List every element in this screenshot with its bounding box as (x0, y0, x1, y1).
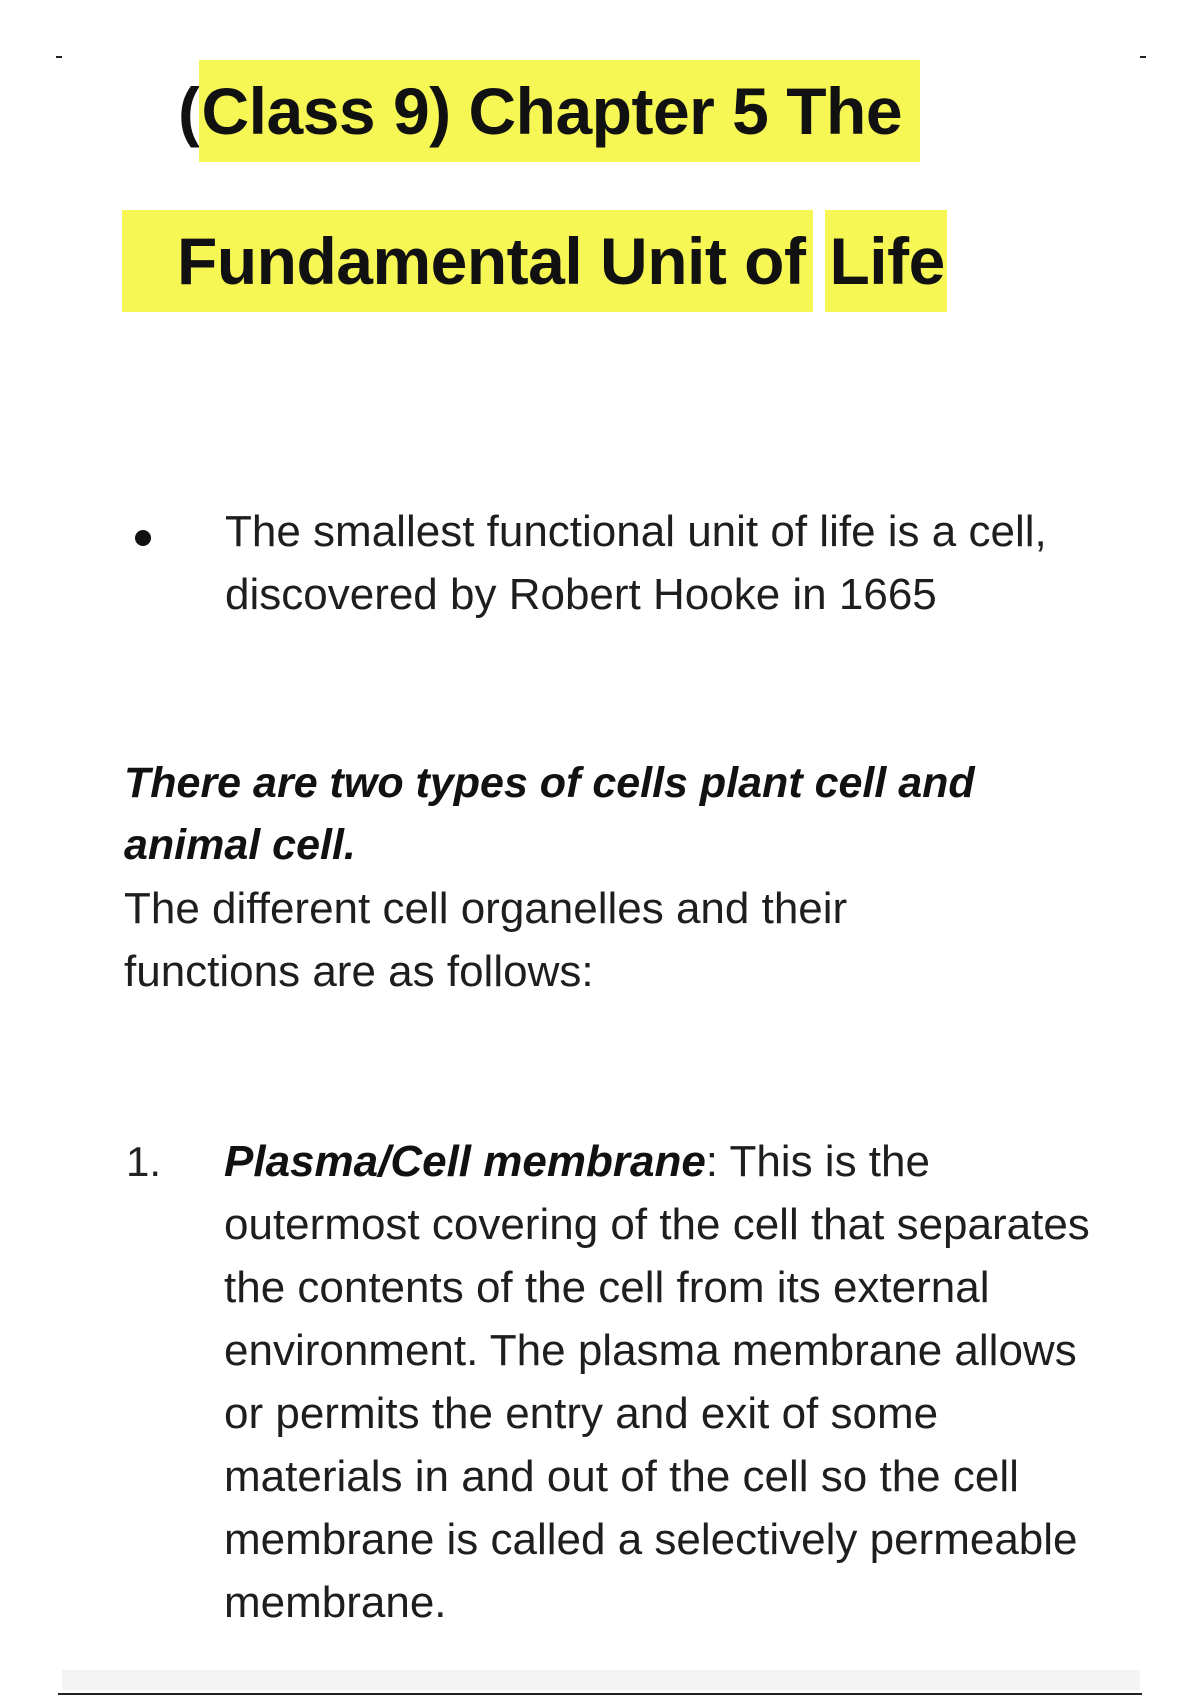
title-line-2 (122, 224, 947, 298)
title-highlight-2b: Life (825, 210, 946, 312)
corner-mark-right (1140, 56, 1146, 58)
title-highlight-1: Class 9) Chapter 5 The (199, 60, 920, 162)
organelles-intro-paragraph: The different cell organelles and their functions are as follows: (124, 884, 848, 996)
cell-types-paragraph: There are two types of cells plant cell and animal cell. (124, 759, 975, 869)
bullet-dot-icon (135, 530, 151, 546)
bullet-text: The smallest functional unit of life is a cell, discovered by Robert Hooke in 1665 (225, 507, 1047, 619)
term-separator: : (705, 1137, 719, 1186)
title-highlight-2a: Fundamental Unit of (122, 210, 813, 312)
numbered-item-text (224, 1130, 1104, 1634)
page-bottom-band (62, 1670, 1140, 1690)
page-bottom-rule (58, 1693, 1142, 1695)
list-number: 1. (126, 1138, 162, 1185)
title-open-paren: ( (178, 74, 200, 148)
title-line-1 (178, 74, 920, 148)
organelle-description: This is the outermost covering of the cell that separates the contents of the cell from its external environment. The plasma membrane allows or permits the entry and exit of some materials in and out of the cell so the cell membrane is called a selectively permeable membrane. (224, 1137, 1090, 1627)
organelle-term: Plasma/Cell membrane (224, 1137, 706, 1186)
corner-mark-left (56, 56, 62, 58)
